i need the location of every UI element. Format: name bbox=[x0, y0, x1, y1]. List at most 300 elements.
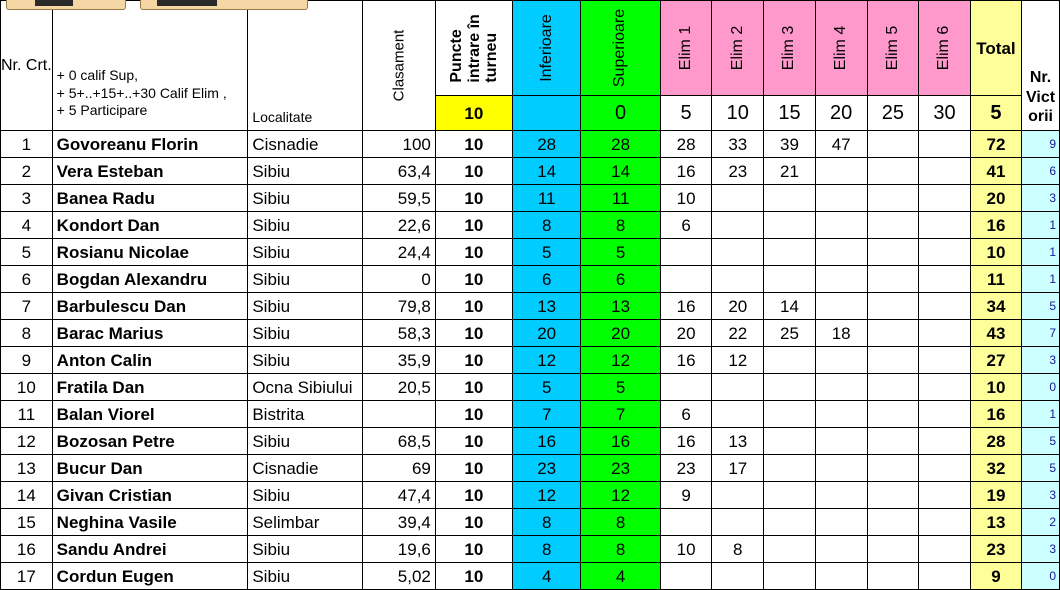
cell-localitate: Sibiu bbox=[248, 536, 363, 563]
cell-nr: 8 bbox=[1, 320, 53, 347]
table-row bbox=[1, 536, 1060, 563]
cell-elim-3: 39 bbox=[764, 131, 816, 158]
cell-total: 10 bbox=[970, 374, 1021, 401]
header-elim-2: Elim 2 bbox=[712, 1, 764, 96]
cell-elim-2: 12 bbox=[712, 347, 764, 374]
cell-elim-6 bbox=[919, 428, 971, 455]
cell-name: Bozosan Petre bbox=[52, 428, 248, 455]
cell-victorii: 0 bbox=[1022, 563, 1060, 590]
cell-name: Banea Radu bbox=[52, 185, 248, 212]
cell-localitate: Cisnadie bbox=[248, 131, 363, 158]
cell-inferioare: 16 bbox=[512, 428, 581, 455]
cell-name: Neghina Vasile bbox=[52, 509, 248, 536]
cell-clasament: 59,5 bbox=[363, 185, 436, 212]
table-row bbox=[1, 509, 1060, 536]
cell-localitate: Cisnadie bbox=[248, 455, 363, 482]
cell-nr: 5 bbox=[1, 239, 53, 266]
toolbar-button-2[interactable] bbox=[140, 0, 308, 10]
cell-elim-6 bbox=[919, 401, 971, 428]
cell-elim-4 bbox=[815, 158, 867, 185]
table-row bbox=[1, 185, 1060, 212]
cell-elim-5 bbox=[867, 293, 919, 320]
cell-inferioare: 12 bbox=[512, 482, 581, 509]
cell-name: Givan Cristian bbox=[52, 482, 248, 509]
cell-victorii: 3 bbox=[1022, 482, 1060, 509]
cell-total: 28 bbox=[970, 428, 1021, 455]
cell-elim-4 bbox=[815, 239, 867, 266]
table-row bbox=[1, 374, 1060, 401]
cell-name: Cordun Eugen bbox=[52, 563, 248, 590]
cell-localitate: Bistrita bbox=[248, 401, 363, 428]
table-row bbox=[1, 158, 1060, 185]
cell-puncte: 10 bbox=[435, 131, 512, 158]
cell-elim-1: 28 bbox=[660, 131, 712, 158]
cell-clasament: 20,5 bbox=[363, 374, 436, 401]
cell-elim-3 bbox=[764, 536, 816, 563]
points-elim-5: 25 bbox=[867, 96, 919, 131]
cell-inferioare: 6 bbox=[512, 266, 581, 293]
cell-elim-1 bbox=[660, 509, 712, 536]
cell-total: 13 bbox=[970, 509, 1021, 536]
cell-localitate: Sibiu bbox=[248, 482, 363, 509]
cell-elim-2: 13 bbox=[712, 428, 764, 455]
cell-victorii: 1 bbox=[1022, 212, 1060, 239]
cell-victorii: 3 bbox=[1022, 347, 1060, 374]
cell-elim-1: 10 bbox=[660, 185, 712, 212]
points-elim-1: 5 bbox=[660, 96, 712, 131]
cell-localitate: Sibiu bbox=[248, 293, 363, 320]
cell-puncte: 10 bbox=[435, 428, 512, 455]
cell-puncte: 10 bbox=[435, 239, 512, 266]
cell-elim-2: 8 bbox=[712, 536, 764, 563]
cell-elim-5 bbox=[867, 239, 919, 266]
cell-puncte: 10 bbox=[435, 158, 512, 185]
cell-elim-5 bbox=[867, 455, 919, 482]
cell-elim-4: 18 bbox=[815, 320, 867, 347]
cell-elim-5 bbox=[867, 563, 919, 590]
cell-puncte: 10 bbox=[435, 266, 512, 293]
cell-name: Rosianu Nicolae bbox=[52, 239, 248, 266]
table-row bbox=[1, 266, 1060, 293]
header-nr-crt: Nr. Crt. bbox=[1, 1, 53, 131]
cell-elim-4 bbox=[815, 563, 867, 590]
cell-elim-6 bbox=[919, 131, 971, 158]
cell-elim-4 bbox=[815, 482, 867, 509]
cell-elim-1 bbox=[660, 266, 712, 293]
header-elim-5: Elim 5 bbox=[867, 1, 919, 96]
header-clasament: Clasament bbox=[363, 1, 436, 131]
cell-elim-1: 20 bbox=[660, 320, 712, 347]
cell-clasament: 24,4 bbox=[363, 239, 436, 266]
header-superioare: Superioare bbox=[581, 1, 660, 96]
cell-clasament: 69 bbox=[363, 455, 436, 482]
cell-total: 11 bbox=[970, 266, 1021, 293]
cell-inferioare: 11 bbox=[512, 185, 581, 212]
cell-clasament: 39,4 bbox=[363, 509, 436, 536]
cell-inferioare: 13 bbox=[512, 293, 581, 320]
cell-elim-4 bbox=[815, 401, 867, 428]
cell-puncte: 10 bbox=[435, 212, 512, 239]
points-superioare: 0 bbox=[581, 96, 660, 131]
cell-nr: 14 bbox=[1, 482, 53, 509]
cell-superioare: 20 bbox=[581, 320, 660, 347]
cell-superioare: 13 bbox=[581, 293, 660, 320]
header-inferioare: Inferioare bbox=[512, 1, 581, 96]
cell-victorii: 3 bbox=[1022, 536, 1060, 563]
cell-elim-3 bbox=[764, 266, 816, 293]
cell-elim-3: 14 bbox=[764, 293, 816, 320]
cell-clasament: 35,9 bbox=[363, 347, 436, 374]
cell-total: 10 bbox=[970, 239, 1021, 266]
cell-elim-3 bbox=[764, 482, 816, 509]
cell-elim-3 bbox=[764, 401, 816, 428]
cell-victorii: 5 bbox=[1022, 293, 1060, 320]
cell-elim-3 bbox=[764, 239, 816, 266]
cell-elim-5 bbox=[867, 185, 919, 212]
cell-elim-4 bbox=[815, 266, 867, 293]
cell-elim-2 bbox=[712, 401, 764, 428]
cell-total: 27 bbox=[970, 347, 1021, 374]
cell-name: Govoreanu Florin bbox=[52, 131, 248, 158]
cell-inferioare: 23 bbox=[512, 455, 581, 482]
cell-puncte: 10 bbox=[435, 563, 512, 590]
cell-inferioare: 4 bbox=[512, 563, 581, 590]
cell-elim-2: 33 bbox=[712, 131, 764, 158]
cell-nr: 3 bbox=[1, 185, 53, 212]
header-total: Total bbox=[970, 1, 1021, 96]
cell-elim-6 bbox=[919, 320, 971, 347]
cell-total: 72 bbox=[970, 131, 1021, 158]
cell-elim-2: 23 bbox=[712, 158, 764, 185]
cell-name: Sandu Andrei bbox=[52, 536, 248, 563]
cell-victorii: 9 bbox=[1022, 131, 1060, 158]
cell-victorii: 1 bbox=[1022, 266, 1060, 293]
cell-elim-3 bbox=[764, 428, 816, 455]
cell-localitate: Sibiu bbox=[248, 158, 363, 185]
cell-elim-3 bbox=[764, 212, 816, 239]
cell-name: Barbulescu Dan bbox=[52, 293, 248, 320]
cell-clasament: 22,6 bbox=[363, 212, 436, 239]
toolbar-button-1[interactable] bbox=[6, 0, 126, 10]
cell-elim-5 bbox=[867, 320, 919, 347]
cell-elim-6 bbox=[919, 212, 971, 239]
cell-elim-3: 21 bbox=[764, 158, 816, 185]
rule-line: + 0 calif Sup, bbox=[56, 67, 138, 83]
cell-name: Anton Calin bbox=[52, 347, 248, 374]
cell-nr: 16 bbox=[1, 536, 53, 563]
cell-victorii: 0 bbox=[1022, 374, 1060, 401]
cell-elim-1: 23 bbox=[660, 455, 712, 482]
cell-victorii: 6 bbox=[1022, 158, 1060, 185]
cell-nr: 10 bbox=[1, 374, 53, 401]
cell-clasament: 100 bbox=[363, 131, 436, 158]
cell-clasament: 0 bbox=[363, 266, 436, 293]
cell-victorii: 3 bbox=[1022, 185, 1060, 212]
header-elim-3: Elim 3 bbox=[764, 1, 816, 96]
header-puncte: Puncte intrare în turneu bbox=[435, 1, 512, 96]
points-elim-3: 15 bbox=[764, 96, 816, 131]
cell-localitate: Sibiu bbox=[248, 239, 363, 266]
cell-puncte: 10 bbox=[435, 185, 512, 212]
cell-inferioare: 28 bbox=[512, 131, 581, 158]
cell-localitate: Sibiu bbox=[248, 185, 363, 212]
cell-localitate: Sibiu bbox=[248, 320, 363, 347]
cell-elim-1 bbox=[660, 563, 712, 590]
table-row bbox=[1, 563, 1060, 590]
cell-inferioare: 12 bbox=[512, 347, 581, 374]
cell-inferioare: 14 bbox=[512, 158, 581, 185]
cell-elim-6 bbox=[919, 239, 971, 266]
cell-elim-5 bbox=[867, 158, 919, 185]
cell-elim-6 bbox=[919, 455, 971, 482]
table-row bbox=[1, 455, 1060, 482]
cell-elim-6 bbox=[919, 185, 971, 212]
cell-inferioare: 8 bbox=[512, 212, 581, 239]
cell-nr: 11 bbox=[1, 401, 53, 428]
cell-name: Fratila Dan bbox=[52, 374, 248, 401]
table-row bbox=[1, 131, 1060, 158]
cell-clasament bbox=[363, 401, 436, 428]
cell-elim-6 bbox=[919, 266, 971, 293]
cell-superioare: 8 bbox=[581, 212, 660, 239]
cell-inferioare: 7 bbox=[512, 401, 581, 428]
cell-name: Kondort Dan bbox=[52, 212, 248, 239]
cell-inferioare: 8 bbox=[512, 536, 581, 563]
cell-elim-2 bbox=[712, 482, 764, 509]
table-row bbox=[1, 293, 1060, 320]
cell-elim-6 bbox=[919, 536, 971, 563]
cell-elim-2 bbox=[712, 185, 764, 212]
points-total: 5 bbox=[970, 96, 1021, 131]
table-row bbox=[1, 212, 1060, 239]
cell-elim-2 bbox=[712, 374, 764, 401]
cell-victorii: 1 bbox=[1022, 401, 1060, 428]
cell-elim-5 bbox=[867, 212, 919, 239]
cell-superioare: 12 bbox=[581, 482, 660, 509]
table-row bbox=[1, 320, 1060, 347]
cell-total: 16 bbox=[970, 401, 1021, 428]
cell-name: Balan Viorel bbox=[52, 401, 248, 428]
cell-elim-5 bbox=[867, 374, 919, 401]
cell-elim-5 bbox=[867, 428, 919, 455]
cell-elim-6 bbox=[919, 293, 971, 320]
cell-puncte: 10 bbox=[435, 482, 512, 509]
cell-victorii: 7 bbox=[1022, 320, 1060, 347]
cell-elim-1: 6 bbox=[660, 401, 712, 428]
cell-elim-4 bbox=[815, 374, 867, 401]
cell-inferioare: 5 bbox=[512, 374, 581, 401]
cell-clasament: 47,4 bbox=[363, 482, 436, 509]
cell-nr: 17 bbox=[1, 563, 53, 590]
cell-elim-5 bbox=[867, 131, 919, 158]
cell-elim-3 bbox=[764, 347, 816, 374]
table-row bbox=[1, 401, 1060, 428]
cell-puncte: 10 bbox=[435, 320, 512, 347]
cell-inferioare: 5 bbox=[512, 239, 581, 266]
cell-elim-6 bbox=[919, 482, 971, 509]
cell-superioare: 16 bbox=[581, 428, 660, 455]
cell-total: 34 bbox=[970, 293, 1021, 320]
cell-elim-2: 22 bbox=[712, 320, 764, 347]
cell-elim-1: 6 bbox=[660, 212, 712, 239]
cell-elim-5 bbox=[867, 482, 919, 509]
cell-superioare: 5 bbox=[581, 239, 660, 266]
cell-elim-2 bbox=[712, 239, 764, 266]
table-row bbox=[1, 428, 1060, 455]
cell-elim-4 bbox=[815, 185, 867, 212]
cell-elim-4 bbox=[815, 347, 867, 374]
cell-nr: 13 bbox=[1, 455, 53, 482]
cell-victorii: 5 bbox=[1022, 455, 1060, 482]
cell-total: 43 bbox=[970, 320, 1021, 347]
cell-localitate: Sibiu bbox=[248, 212, 363, 239]
cell-elim-1: 16 bbox=[660, 293, 712, 320]
cell-elim-5 bbox=[867, 536, 919, 563]
points-inferioare bbox=[512, 96, 581, 131]
cell-elim-1 bbox=[660, 239, 712, 266]
cell-elim-3: 25 bbox=[764, 320, 816, 347]
header-nr-victorii: Nr. Vict orii bbox=[1022, 1, 1060, 131]
cell-elim-5 bbox=[867, 401, 919, 428]
cell-victorii: 2 bbox=[1022, 509, 1060, 536]
cell-total: 23 bbox=[970, 536, 1021, 563]
cell-elim-2 bbox=[712, 212, 764, 239]
cell-superioare: 7 bbox=[581, 401, 660, 428]
cell-name: Bogdan Alexandru bbox=[52, 266, 248, 293]
cell-elim-1: 9 bbox=[660, 482, 712, 509]
cell-elim-3 bbox=[764, 374, 816, 401]
cell-superioare: 6 bbox=[581, 266, 660, 293]
header-elim-1: Elim 1 bbox=[660, 1, 712, 96]
cell-superioare: 5 bbox=[581, 374, 660, 401]
cell-puncte: 10 bbox=[435, 293, 512, 320]
cell-elim-1: 16 bbox=[660, 428, 712, 455]
cell-nr: 12 bbox=[1, 428, 53, 455]
cell-nr: 7 bbox=[1, 293, 53, 320]
cell-name: Bucur Dan bbox=[52, 455, 248, 482]
header-elim-4: Elim 4 bbox=[815, 1, 867, 96]
cell-elim-4 bbox=[815, 293, 867, 320]
cell-clasament: 68,5 bbox=[363, 428, 436, 455]
cell-total: 19 bbox=[970, 482, 1021, 509]
cell-elim-4 bbox=[815, 536, 867, 563]
cell-superioare: 12 bbox=[581, 347, 660, 374]
cell-victorii: 5 bbox=[1022, 428, 1060, 455]
cell-nr: 1 bbox=[1, 131, 53, 158]
table-row bbox=[1, 347, 1060, 374]
cell-inferioare: 8 bbox=[512, 509, 581, 536]
cell-localitate: Ocna Sibiului bbox=[248, 374, 363, 401]
cell-elim-6 bbox=[919, 347, 971, 374]
cell-elim-4 bbox=[815, 455, 867, 482]
cell-elim-5 bbox=[867, 509, 919, 536]
cell-inferioare: 20 bbox=[512, 320, 581, 347]
cell-superioare: 8 bbox=[581, 509, 660, 536]
cell-elim-1: 16 bbox=[660, 158, 712, 185]
cell-localitate: Sibiu bbox=[248, 428, 363, 455]
cell-clasament: 63,4 bbox=[363, 158, 436, 185]
cell-elim-2: 17 bbox=[712, 455, 764, 482]
cell-nr: 6 bbox=[1, 266, 53, 293]
cell-elim-2: 20 bbox=[712, 293, 764, 320]
points-elim-4: 20 bbox=[815, 96, 867, 131]
cell-clasament: 79,8 bbox=[363, 293, 436, 320]
cell-elim-4: 47 bbox=[815, 131, 867, 158]
cell-superioare: 4 bbox=[581, 563, 660, 590]
cell-superioare: 8 bbox=[581, 536, 660, 563]
cell-clasament: 5,02 bbox=[363, 563, 436, 590]
table-row bbox=[1, 482, 1060, 509]
cell-elim-1: 16 bbox=[660, 347, 712, 374]
cell-elim-6 bbox=[919, 374, 971, 401]
cell-name: Barac Marius bbox=[52, 320, 248, 347]
cell-clasament: 58,3 bbox=[363, 320, 436, 347]
cell-total: 16 bbox=[970, 212, 1021, 239]
cell-elim-6 bbox=[919, 563, 971, 590]
points-elim-6: 30 bbox=[919, 96, 971, 131]
cell-elim-3 bbox=[764, 185, 816, 212]
cell-elim-3 bbox=[764, 509, 816, 536]
cell-elim-2 bbox=[712, 563, 764, 590]
header-localitate: Localitate bbox=[248, 1, 363, 131]
header-elim-6: Elim 6 bbox=[919, 1, 971, 96]
cell-superioare: 14 bbox=[581, 158, 660, 185]
cell-nr: 2 bbox=[1, 158, 53, 185]
rule-line: + 5+..+15+..+30 Calif Elim , bbox=[56, 84, 227, 101]
rule-line: + 5 Participare bbox=[56, 102, 148, 118]
cell-elim-1: 10 bbox=[660, 536, 712, 563]
cell-puncte: 10 bbox=[435, 347, 512, 374]
cell-elim-6 bbox=[919, 509, 971, 536]
cell-elim-3 bbox=[764, 455, 816, 482]
cell-elim-1 bbox=[660, 374, 712, 401]
cell-elim-5 bbox=[867, 347, 919, 374]
cell-total: 41 bbox=[970, 158, 1021, 185]
header-rules bbox=[52, 1, 248, 131]
points-elim-2: 10 bbox=[712, 96, 764, 131]
cell-nr: 9 bbox=[1, 347, 53, 374]
cell-victorii: 1 bbox=[1022, 239, 1060, 266]
cell-localitate: Sibiu bbox=[248, 266, 363, 293]
cell-localitate: Sibiu bbox=[248, 347, 363, 374]
cell-total: 9 bbox=[970, 563, 1021, 590]
cell-clasament: 19,6 bbox=[363, 536, 436, 563]
cell-superioare: 11 bbox=[581, 185, 660, 212]
cell-elim-4 bbox=[815, 212, 867, 239]
cell-puncte: 10 bbox=[435, 536, 512, 563]
cell-puncte: 10 bbox=[435, 374, 512, 401]
cell-puncte: 10 bbox=[435, 455, 512, 482]
cell-localitate: Selimbar bbox=[248, 509, 363, 536]
table-row bbox=[1, 239, 1060, 266]
cell-total: 32 bbox=[970, 455, 1021, 482]
cell-elim-3 bbox=[764, 563, 816, 590]
cell-elim-5 bbox=[867, 266, 919, 293]
cell-superioare: 28 bbox=[581, 131, 660, 158]
cell-name: Vera Esteban bbox=[52, 158, 248, 185]
cell-puncte: 10 bbox=[435, 509, 512, 536]
cell-superioare: 23 bbox=[581, 455, 660, 482]
cell-nr: 15 bbox=[1, 509, 53, 536]
cell-elim-4 bbox=[815, 428, 867, 455]
cell-elim-4 bbox=[815, 509, 867, 536]
cell-total: 20 bbox=[970, 185, 1021, 212]
cell-nr: 4 bbox=[1, 212, 53, 239]
cell-elim-6 bbox=[919, 158, 971, 185]
cell-puncte: 10 bbox=[435, 401, 512, 428]
cell-elim-2 bbox=[712, 509, 764, 536]
cell-elim-2 bbox=[712, 266, 764, 293]
